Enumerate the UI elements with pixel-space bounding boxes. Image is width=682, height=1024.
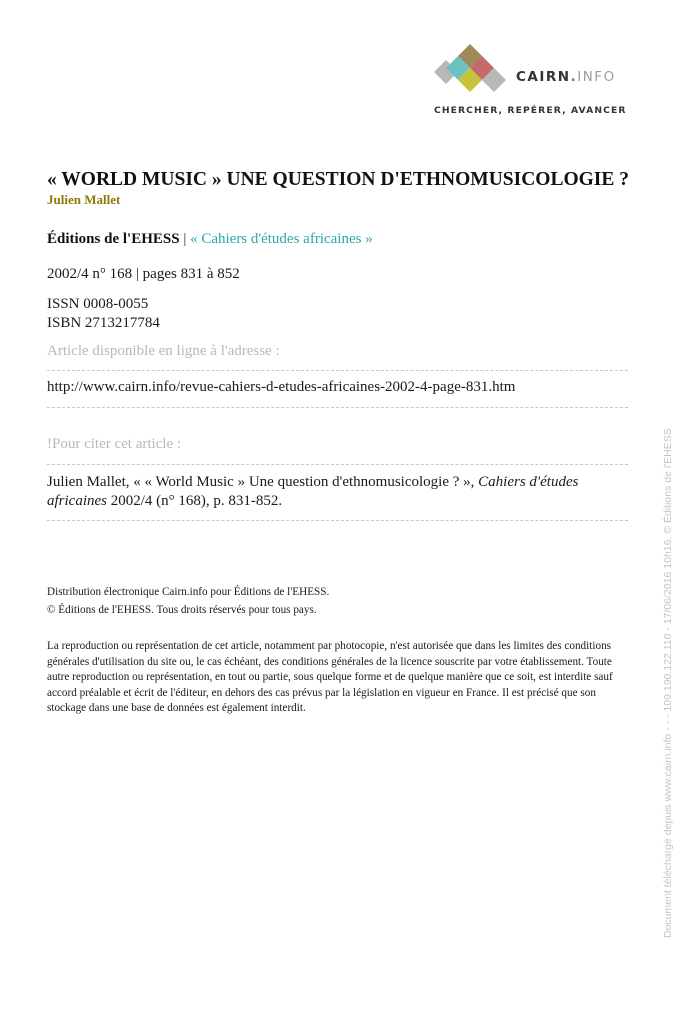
journal-link[interactable]: « Cahiers d'études africaines » — [190, 231, 373, 247]
copyright-line: © Éditions de l'EHESS. Tous droits réservés pour tous pays. — [47, 604, 317, 616]
logo-brand: CAIRN — [516, 69, 571, 85]
divider — [47, 520, 628, 521]
cairn-logo[interactable] — [434, 42, 644, 122]
article-url-link[interactable]: http://www.cairn.info/revue-cahiers-d-etudes-africaines-2002-4-page-831.htm — [47, 379, 516, 395]
download-watermark: Document téléchargé depuis www.cairn.info - - - 109.190.122.110 - 17/06/2016 10h16. © Éditions de l'EHESS — [662, 428, 674, 938]
issue-info: 2002/4 n° 168 | pages 831 à 852 — [47, 266, 240, 282]
isbn: ISBN 2713217784 — [47, 315, 160, 331]
logo-dot: . — [570, 69, 578, 85]
citation-label: !Pour citer cet article : — [47, 436, 182, 452]
divider — [47, 370, 628, 371]
distribution-line: Distribution électronique Cairn.info pour Éditions de l'EHESS. — [47, 586, 330, 598]
citation-text — [47, 473, 607, 511]
online-label: Article disponible en ligne à l'adresse : — [47, 343, 280, 359]
citation-end: 2002/4 (n° 168), p. 831-852. — [107, 493, 283, 509]
divider — [47, 407, 628, 408]
logo-wordmark — [516, 69, 616, 85]
separator: | — [183, 231, 187, 247]
logo-tagline: CHERCHER, REPÉRER, AVANCER — [434, 105, 627, 116]
article-author[interactable]: Julien Mallet — [47, 192, 121, 207]
citation-start: Julien Mallet, « « World Music » Une question d'ethnomusicologie ? », — [47, 474, 479, 490]
legal-notice: La reproduction ou représentation de cet article, notamment par photocopie, n'est autorisée que dans les limites des conditions générales d'utilisation du site ou, le cas échéant, des conditions générales de la licence souscrite par votre établissement. Toute autre reproduction ou représentation, en tout ou partie, sous quelque forme et de quelque manière que ce soit, est interdite sauf accord préalable et écrit de l'éditeur, en dehors des cas prévus par la législation en vigueur en France. Il est précisé que son stockage dans une base de données est également interdit. — [47, 640, 613, 714]
cairn-diamond-logo-icon — [434, 42, 514, 102]
divider — [47, 464, 628, 465]
publication-line — [47, 231, 373, 248]
article-title: « WORLD MUSIC » UNE QUESTION D'ETHNOMUSICOLOGIE ? — [47, 169, 630, 190]
citation-journal: Cahiers d'études africaines — [47, 474, 579, 509]
publisher-link[interactable]: Éditions de l'EHESS — [47, 231, 180, 247]
logo-suffix: INFO — [577, 69, 616, 85]
issn: ISSN 0008-0055 — [47, 296, 149, 312]
